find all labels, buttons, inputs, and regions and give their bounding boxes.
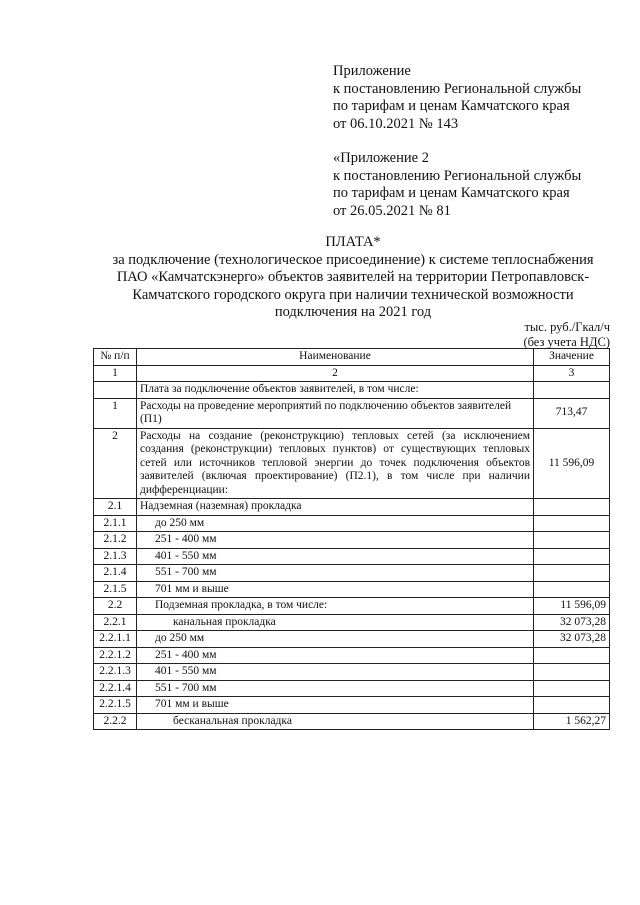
table-row [94,647,610,664]
row-value [534,382,610,399]
row-name: до 250 мм [137,515,534,532]
row-num: 2.2 [94,598,137,615]
row-name: 401 - 550 мм [137,548,534,565]
table-header-row [94,349,610,366]
header-name: Наименование [137,349,534,366]
table-row [94,713,610,730]
row-num: 2.2.1.1 [94,631,137,648]
table-row [94,398,610,428]
row-name: 251 - 400 мм [137,532,534,549]
appendix-line: от 26.05.2021 № 81 [333,202,451,219]
row-value [534,565,610,582]
row-value [534,548,610,565]
row-name: Расходы на создание (реконструкцию) тепловых сетей (за исключением создания (реконструкции) тепловых пунктов) от существующих тепловых сетей или источников тепловой энергии до точек подключения объектов заявителей (включая проектирование) (П2.1), в том числе при наличии дифференциации: [137,428,534,499]
document-subtitle: за подключение (технологическое присоединение) к системе теплоснабжения ПАО «Камчатскэнерго» объектов заявителей на территории Петропавловск-Камчатского городского округа при наличии технической возможности подключения на 2021 год [112,251,594,320]
appendix-line: по тарифам и ценам Камчатского края [333,98,570,114]
col-number: 3 [534,365,610,382]
row-num: 2.2.1 [94,614,137,631]
row-name: 551 - 700 мм [137,565,534,582]
row-num [94,382,137,399]
table-row [94,428,610,499]
table-row [94,680,610,697]
appendix-reference-1 [333,63,581,133]
row-value: 32 073,28 [534,614,610,631]
appendix-line: «Приложение 2 [333,150,429,166]
appendix-reference-2 [333,150,581,220]
row-name: Подземная прокладка, в том числе: [137,598,534,615]
table-row [94,614,610,631]
row-num: 2.2.1.2 [94,647,137,664]
table-row [94,499,610,516]
row-value [534,647,610,664]
row-num: 2.2.2 [94,713,137,730]
appendix-line: к постановлению Региональной службы [333,80,582,97]
col-number: 1 [94,365,137,382]
row-name: Надземная (наземная) прокладка [137,499,534,516]
vat-note: (без учета НДС) [523,334,610,349]
table-row [94,598,610,615]
units-line: тыс. руб./Гкал/ч [524,320,610,334]
row-num: 1 [94,398,137,428]
row-name: Плата за подключение объектов заявителей, в том числе: [137,382,534,399]
row-value [534,515,610,532]
table-row [94,697,610,714]
units-note [523,320,610,349]
header-num: № п/п [94,349,137,366]
col-number: 2 [137,365,534,382]
table-row [94,382,610,399]
row-name: до 250 мм [137,631,534,648]
row-name: 701 мм и выше [137,697,534,714]
appendix-line: по тарифам и ценам Камчатского края [333,185,570,201]
row-value [534,697,610,714]
table-row [94,581,610,598]
row-value [534,532,610,549]
table-row [94,631,610,648]
row-value [534,664,610,681]
table-row [94,515,610,532]
header-value: Значение [534,349,610,366]
table-row [94,532,610,549]
appendix-line: Приложение [333,63,411,79]
row-value: 1 562,27 [534,713,610,730]
row-num: 2.1.5 [94,581,137,598]
row-name: 251 - 400 мм [137,647,534,664]
row-num: 2.2.1.3 [94,664,137,681]
row-name: 551 - 700 мм [137,680,534,697]
row-num: 2.1.2 [94,532,137,549]
row-num: 2.1 [94,499,137,516]
row-num: 2.2.1.4 [94,680,137,697]
table-row [94,664,610,681]
appendix-line: к постановлению Региональной службы [333,167,582,184]
table-row [94,548,610,565]
row-value [534,499,610,516]
appendix-line: от 06.10.2021 № 143 [333,115,459,132]
fee-table [93,348,610,730]
row-num: 2 [94,428,137,499]
row-value [534,581,610,598]
row-name: канальная прокладка [137,614,534,631]
row-name: бесканальная прокладка [137,713,534,730]
row-name: Расходы на проведение мероприятий по подключению объектов заявителей (П1) [137,398,534,428]
row-value: 11 596,09 [534,598,610,615]
document-heading [96,234,610,322]
row-value: 11 596,09 [534,428,610,499]
column-number-row [94,365,610,382]
row-num: 2.1.4 [94,565,137,582]
row-num: 2.1.3 [94,548,137,565]
document-title: ПЛАТА* [325,234,381,250]
row-value [534,680,610,697]
row-num: 2.2.1.5 [94,697,137,714]
row-name: 401 - 550 мм [137,664,534,681]
table-row [94,565,610,582]
row-value: 713,47 [534,398,610,428]
row-num: 2.1.1 [94,515,137,532]
row-value: 32 073,28 [534,631,610,648]
row-name: 701 мм и выше [137,581,534,598]
